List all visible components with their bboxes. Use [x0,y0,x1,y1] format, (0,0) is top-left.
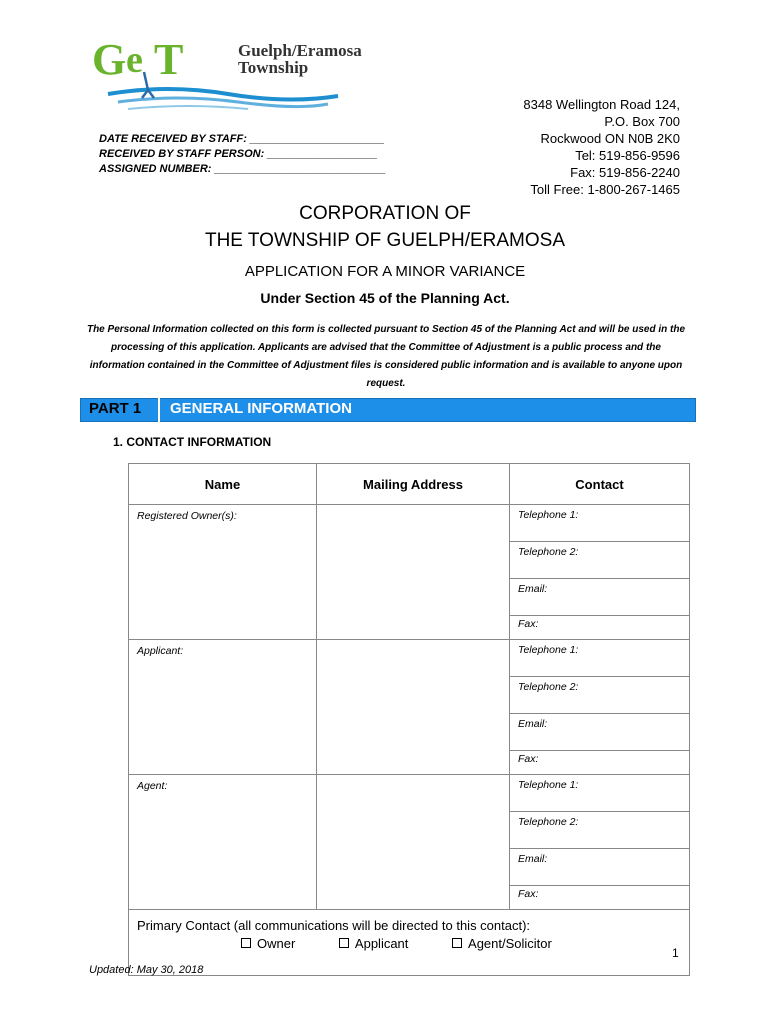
checkbox-icon[interactable] [241,938,251,948]
svg-text:G: G [92,35,127,84]
agent-fax-cell[interactable]: Fax: [510,886,690,910]
applicant-option-label: Applicant [354,936,409,951]
township-address [523,96,680,198]
application-title: APPLICATION FOR A MINOR VARIANCE [244,263,526,280]
header-mailing-address: Mailing Address [317,464,510,505]
applicant-option[interactable] [339,936,408,951]
checkbox-icon[interactable] [452,938,462,948]
part-label: PART 1 [89,400,142,417]
header-name: Name [129,464,317,505]
owner-telephone2-cell[interactable]: Telephone 2: [510,542,690,579]
township-name-line2: Township [238,58,309,77]
owner-telephone1-cell[interactable]: Telephone 1: [510,505,690,542]
contact-table [128,463,690,976]
assigned-number-field[interactable]: ASSIGNED NUMBER: ____________________________ [99,163,386,175]
owner-fax-cell[interactable]: Fax: [510,616,690,640]
agent-name-cell[interactable]: Agent: [129,775,317,910]
applicant-email-cell[interactable]: Email: [510,714,690,751]
privacy-notice: The Personal Information collected on this form is collected pursuant to Section 45 of the Planning Act and will be used in the processing of this application. Applicants are advised that the Committee of Adjustment is a public process and the information contained in the Committee of Adjustment files is considered public information and is available to anyone upon request. [86,324,686,389]
address-line: Toll Free: 1-800-267-1465 [530,182,680,197]
owner-address-cell[interactable] [317,505,510,640]
township-name-line1: Guelph/Eramosa [238,41,362,60]
applicant-telephone1-cell[interactable]: Telephone 1: [510,640,690,677]
svg-text:e: e [126,39,143,81]
agent-address-cell[interactable] [317,775,510,910]
agent-email-cell[interactable]: Email: [510,849,690,886]
checkbox-icon[interactable] [339,938,349,948]
part-title: GENERAL INFORMATION [170,400,352,417]
primary-contact-options [137,936,681,951]
agent-option[interactable] [452,936,552,951]
svg-text:T: T [154,35,184,84]
applicant-address-cell[interactable] [317,640,510,775]
table-row [129,775,690,812]
updated-date: Updated: May 30, 2018 [89,964,204,976]
staff-use-block [99,132,386,177]
address-line: P.O. Box 700 [604,114,680,129]
table-row [129,505,690,542]
primary-contact-label: Primary Contact (all communications will be directed to this contact): [137,918,531,933]
date-received-field[interactable]: DATE RECEIVED BY STAFF: ______________________ [99,133,385,145]
section-heading: 1. CONTACT INFORMATION [113,435,272,449]
title-line2: THE TOWNSHIP OF GUELPH/ERAMOSA [204,230,565,251]
applicant-name-cell[interactable]: Applicant: [129,640,317,775]
received-by-field[interactable]: RECEIVED BY STAFF PERSON: __________________ [99,148,378,160]
page-number: 1 [672,946,679,960]
address-line: Rockwood ON N0B 2K0 [540,131,680,146]
agent-option-label: Agent/Solicitor [468,936,552,951]
title-line1: CORPORATION OF [299,203,471,224]
primary-contact-row [129,910,690,976]
township-name [238,42,362,76]
table-header-row [129,464,690,505]
address-line: 8348 Wellington Road 124, [523,97,680,112]
applicant-fax-cell[interactable]: Fax: [510,751,690,775]
section-subtitle: Under Section 45 of the Planning Act. [260,290,510,306]
table-row [129,640,690,677]
owner-option[interactable] [241,936,295,951]
agent-telephone2-cell[interactable]: Telephone 2: [510,812,690,849]
owner-name-cell[interactable]: Registered Owner(s): [129,505,317,640]
header-contact: Contact [510,464,690,505]
primary-contact-cell [129,910,690,976]
agent-telephone1-cell[interactable]: Telephone 1: [510,775,690,812]
document-title [0,200,770,254]
owner-email-cell[interactable]: Email: [510,579,690,616]
applicant-telephone2-cell[interactable]: Telephone 2: [510,677,690,714]
owner-option-label: Owner [257,936,296,951]
address-line: Tel: 519-856-9596 [575,148,680,163]
address-line: Fax: 519-856-2240 [570,165,680,180]
part-divider [158,398,160,422]
